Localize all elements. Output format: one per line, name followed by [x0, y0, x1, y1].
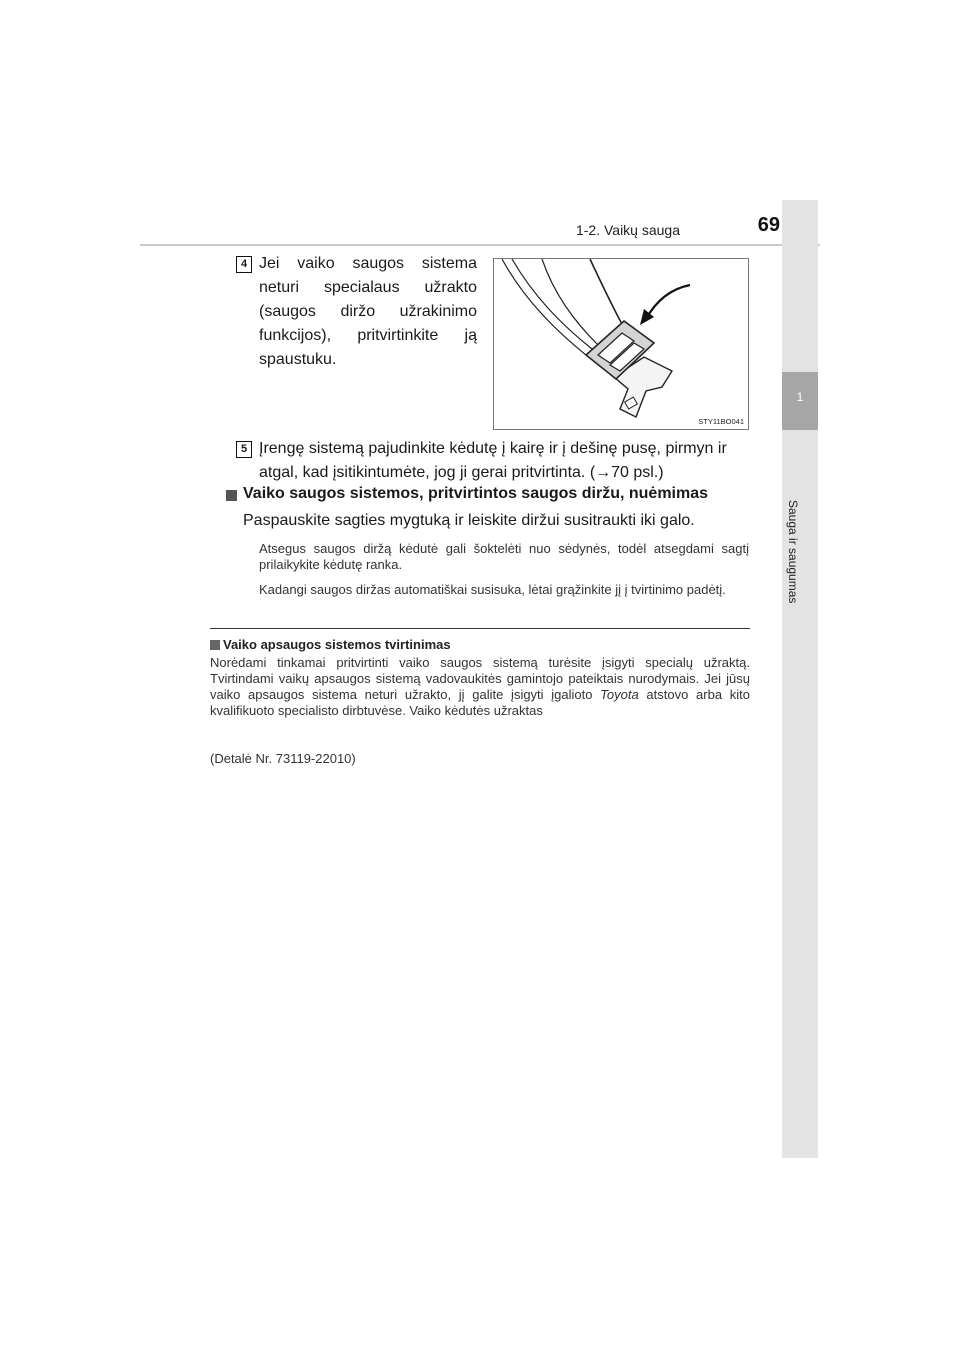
- chapter-title: Sauga ir saugumas: [786, 500, 800, 604]
- step-5-text-main: Įrengę sistemą pajudinkite kėdutę į kairę ir į dešinę pusę, pirmyn ir atgal, kad įsitikintumėte, jog ji gerai pritvirtinta. (: [259, 440, 727, 481]
- info-divider: [210, 628, 750, 629]
- removal-note-2: Kadangi saugos diržas automatiškai susisuka, lėtai grąžinkite jį į tvirtinimo padėtį.: [259, 582, 726, 597]
- square-bullet-icon: [226, 490, 237, 501]
- brand-name: Toyota: [600, 687, 639, 702]
- header-divider: [140, 244, 820, 246]
- removal-note-1: Atsegus saugos diržą kėdutė gali šoktelėti nuo sėdynės, todėl atsegdami sagtį prilaikykite kėdutę ranka.: [259, 541, 749, 572]
- part-number: (Detalė Nr. 73119-22010): [210, 751, 356, 766]
- step-4-text: Jei vaiko saugos sistema neturi specialaus užrakto (saugos diržo užrakinimo funkcijos), pritvirtinkite ją spaustuku.: [259, 255, 477, 368]
- step-badge-5: 5: [236, 441, 252, 458]
- info-body-main: Norėdami tinkamai pritvirtinti vaiko saugos sistemą turėsite įsigyti specialų užraktą. Tvirtindami vaikų apsaugos sistemą vadovaukitės gamintojo pateiktais nurodymais. Jei jūsų vaiko apsaugos sistema neturi užrakto, jį galite įsigyti įgalioto: [210, 655, 750, 702]
- info-body-end: atstovo arba kito kvalifikuoto specialisto dirbtuvėse. Vaiko kėdutės užraktas: [210, 687, 751, 718]
- chapter-number: 1: [796, 390, 804, 404]
- step-5-text: [259, 437, 749, 485]
- page-ref-arrow-icon: →: [595, 464, 612, 481]
- illustration-code: STY11BO041: [698, 417, 744, 426]
- page-number: 69: [757, 214, 780, 236]
- info-bullet-icon: [210, 640, 220, 650]
- step-badge-4: 4: [236, 256, 252, 273]
- section-title: 1-2. Vaikų sauga: [575, 222, 680, 238]
- removal-body: Paspauskite sagties mygtuką ir leiskite diržui susitraukti iki galo.: [243, 512, 695, 529]
- belt-clip-drawing: [494, 259, 748, 429]
- info-heading: Vaiko apsaugos sistemos tvirtinimas: [223, 637, 451, 652]
- info-body: [210, 655, 750, 719]
- removal-heading: Vaiko saugos sistemos, pritvirtintos saugos diržu, nuėmimas: [243, 485, 709, 502]
- chapter-tab-strip: [782, 200, 818, 1158]
- seat-belt-clip-illustration: [493, 258, 749, 430]
- step-5-page-ref: 70 psl.): [611, 464, 664, 481]
